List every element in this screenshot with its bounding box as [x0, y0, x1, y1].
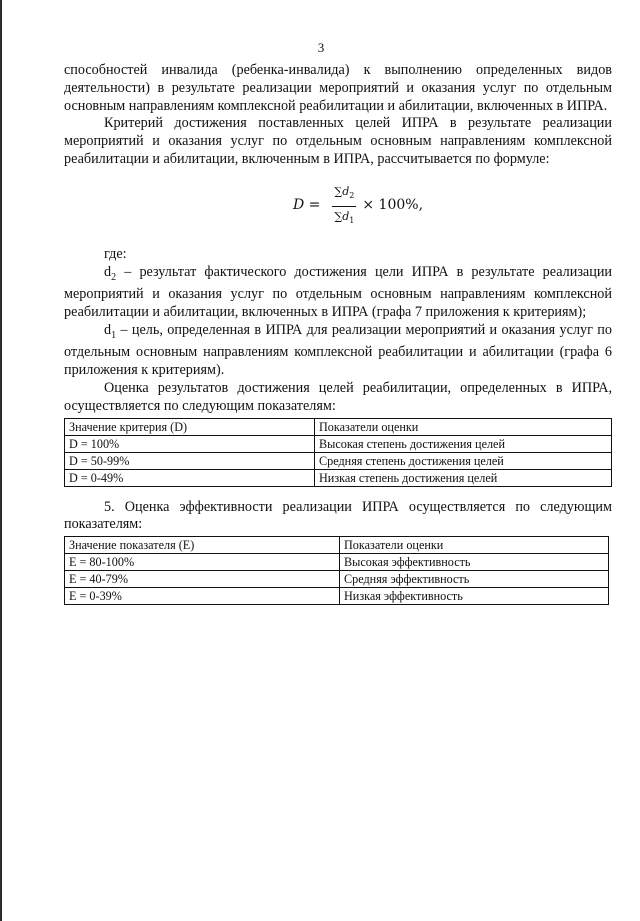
table-cell: Средняя степень достижения целей — [315, 452, 612, 469]
table-row — [65, 452, 612, 469]
table-header-row — [65, 418, 612, 435]
table-cell: E = 0-39% — [65, 588, 340, 605]
table-row — [65, 469, 612, 486]
table-cell: Высокая степень достижения целей — [315, 435, 612, 452]
definitions — [64, 246, 612, 380]
section-5 — [64, 499, 612, 606]
table-cell: Высокая эффективность — [340, 554, 609, 571]
paragraph-criterion: Критерий достижения поставленных целей ИПРА в результате реализации мероприятий и оказания услуг по отдельным основным направлениям комплексной реабилитации и абилитации, включенным в ИПРА, рассчитывается по формуле: — [64, 115, 612, 167]
effectiveness-table — [64, 536, 609, 605]
document-body — [64, 62, 612, 605]
table-cell: Низкая эффективность — [340, 588, 609, 605]
table-cell: D = 100% — [65, 435, 315, 452]
formula-fraction — [332, 183, 356, 230]
table-header-row — [65, 537, 609, 554]
formula-numerator: $\sum d_2$ — [332, 183, 356, 207]
table-row — [65, 571, 609, 588]
table-cell: E = 80-100% — [65, 554, 340, 571]
table-cell: D = 0-49% — [65, 469, 315, 486]
table-cell: Низкая степень достижения целей — [315, 469, 612, 486]
table-row — [65, 435, 612, 452]
where-label: где: — [104, 245, 127, 262]
paragraph-assessment: Оценка результатов достижения целей реабилитации, определенных в ИПРА, осуществляется по следующим показателям: — [64, 379, 612, 414]
paragraph-section-5: 5. Оценка эффективности реализации ИПРА осуществляется по следующим показателям: — [64, 498, 612, 533]
table-header-cell: Показатели оценки — [340, 537, 609, 554]
table-cell: E = 40-79% — [65, 571, 340, 588]
table-row — [65, 554, 609, 571]
definition-d2: $d_2$ – результат фактического достижения цели ИПРА в результате реализации мероприятий и оказания услуг по отдельным основным направлениям комплексной реабилитации и абилитации, включенных в ИПРА (графа 7 приложения к критериям); — [64, 263, 612, 320]
table-cell: D = 50-99% — [65, 452, 315, 469]
definition-d1: $d_1$ – цель, определенная в ИПРА для реализации мероприятий и оказания услуг по отдельным основным направлениям комплексной реабилитации и абилитации (графа 6 приложения к критериям). — [64, 321, 612, 379]
table-header-cell: Значение показателя (E) — [65, 537, 340, 554]
formula-denominator: $\sum d_1$ — [334, 209, 355, 225]
criterion-table — [64, 418, 612, 487]
table-row — [65, 588, 609, 605]
paragraph-continuation: способностей инвалида (ребенка-инвалида) к выполнению определенных видов деятельности) в результате реализации мероприятий и оказания услуг по отдельным основным направлениям комплексной реабилитации и абилитации, включенных в ИПРА. — [64, 62, 612, 114]
table-header-cell: Значение критерия (D) — [65, 418, 315, 435]
page-number: 3 — [317, 40, 325, 55]
formula-rhs: × 100%, — [362, 197, 424, 214]
table-header-cell: Показатели оценки — [315, 418, 612, 435]
table-cell: Средняя эффективность — [340, 571, 609, 588]
formula — [104, 183, 612, 230]
formula-lhs: D = — [292, 197, 321, 214]
